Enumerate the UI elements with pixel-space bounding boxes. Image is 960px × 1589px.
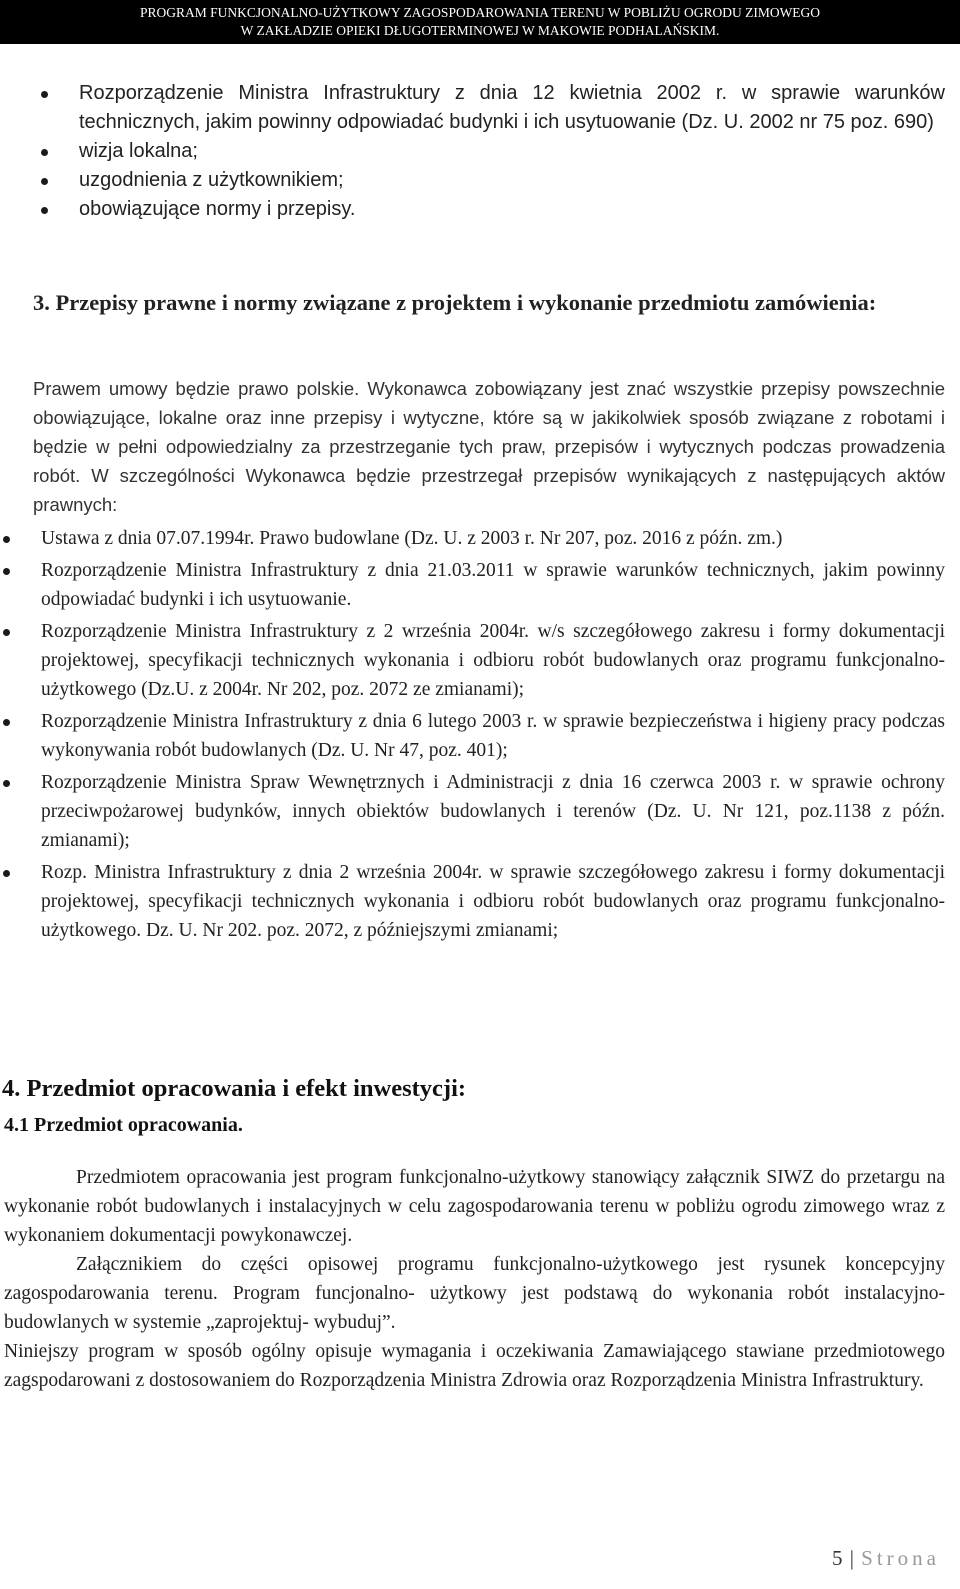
page-footer (832, 1546, 940, 1571)
list-item: Rozporządzenie Ministra Infrastruktury z dnia 12 kwietnia 2002 r. w sprawie warunków technicznych, jakim powinny odpowiadać budynki i ich usytuowanie (Dz. U. 2002 nr 75 poz. 690) (79, 79, 945, 137)
legal-acts-list (41, 524, 945, 948)
section-3-heading: 3. Przepisy prawne i normy związane z projektem i wykonanie przedmiotu zamówienia: (33, 290, 877, 315)
list-item: Ustawa z dnia 07.07.1994r. Prawo budowlane (Dz. U. z 2003 r. Nr 207, poz. 2016 z późn. zm.) (41, 524, 945, 553)
paragraph: Niniejszy program w sposób ogólny opisuje wymagania i oczekiwania Zamawiającego stawiane przedmiotowego zagspodarowani z dostosowaniem do Rozporządzenia Ministra Zdrowia oraz Rozporządzenia Ministra Infrastruktury. (4, 1341, 945, 1391)
list-item: Rozporządzenie Ministra Infrastruktury z dnia 6 lutego 2003 r. w sprawie bezpieczeństwa i higieny pracy podczas wykonywania robót budowlanych (Dz. U. Nr 47, poz. 401); (41, 707, 945, 765)
section-4-1-heading: 4.1 Przedmiot opracowania. (4, 1114, 243, 1136)
list-item: uzgodnienia z użytkownikiem; (79, 166, 945, 195)
header-line-2: W ZAKŁADZIE OPIEKI DŁUGOTERMINOWEJ W MAKOWIE PODHALAŃSKIM. (240, 23, 720, 38)
list-item: Rozporządzenie Ministra Infrastruktury z dnia 21.03.2011 w sprawie warunków technicznych, jakim powinny odpowiadać budynki i ich usytuowanie. (41, 556, 945, 614)
list-item: Rozp. Ministra Infrastruktury z dnia 2 września 2004r. w sprawie szczegółowego zakresu i formy dokumentacji projektowej, specyfikacji technicznych wykonania i odbioru robót budowlanych oraz programu funkcjonalno-użytkowego. Dz. U. Nr 202. poz. 2072, z późniejszymi zmianami; (41, 858, 945, 945)
document-header (0, 0, 960, 44)
list-item: Rozporządzenie Ministra Infrastruktury z 2 września 2004r. w/s szczegółowego zakresu i formy dokumentacji projektowej, specyfikacji technicznych wykonania i odbioru robót budowlanych oraz programu funkcjonalno-użytkowego (Dz.U. z 2004r. Nr 202, poz. 2072 ze zmianami); (41, 617, 945, 704)
paragraph: Załącznikiem do części opisowej programu funkcjonalno-użytkowego jest rysunek koncepcyjny zagospodarowania terenu. Program funcjonalno- użytkowy jest podstawą do wykonania robót instalacyjno- budowlanych w systemie „zaprojektuj- wybuduj”. (4, 1254, 945, 1333)
section-4-heading: 4. Przedmiot opracowania i efekt inwestycji: (2, 1075, 467, 1102)
sources-list (79, 79, 945, 224)
list-item: wizja lokalna; (79, 137, 945, 166)
header-line-1: PROGRAM FUNKCJONALNO-UŻYTKOWY ZAGOSPODAROWANIA TERENU W POBLIŻU OGRODU ZIMOWEGO (139, 5, 821, 20)
paragraph: Przedmiotem opracowania jest program funkcjonalno-użytkowy stanowiący załącznik SIWZ do przetargu na wykonanie robót budowlanych i instalacyjnych w celu zagospodarowania terenu w pobliżu ogrodu zimowego wraz z wykonaniem dokumentacji powykonawczej. (4, 1167, 945, 1246)
list-item: Rozporządzenie Ministra Spraw Wewnętrznych i Administracji z dnia 16 czerwca 2003 r. w sprawie ochrony przeciwpożarowej budynków, innych obiektów budowlanych i terenów (Dz. U. Nr 121, poz.1138 z późn. zmianami); (41, 768, 945, 855)
page-label: Strona (861, 1546, 940, 1570)
section-3-paragraph: Prawem umowy będzie prawo polskie. Wykonawca zobowiązany jest znać wszystkie przepisy powszechnie obowiązujące, lokalne oraz inne przepisy i wytyczne, które są w jakikolwiek sposób związane z robotami i będzie w pełni odpowiedzialny za przestrzeganie tych praw, przepisów i wytycznych podczas prowadzenia robót. W szczególności Wykonawca będzie przestrzegał przepisów wynikających z następujących aktów prawnych: (33, 378, 945, 515)
page-number: 5 (831, 1546, 844, 1570)
list-item: obowiązujące normy i przepisy. (79, 195, 945, 224)
footer-separator: | (843, 1546, 862, 1570)
section-4-1-body (4, 1163, 945, 1395)
